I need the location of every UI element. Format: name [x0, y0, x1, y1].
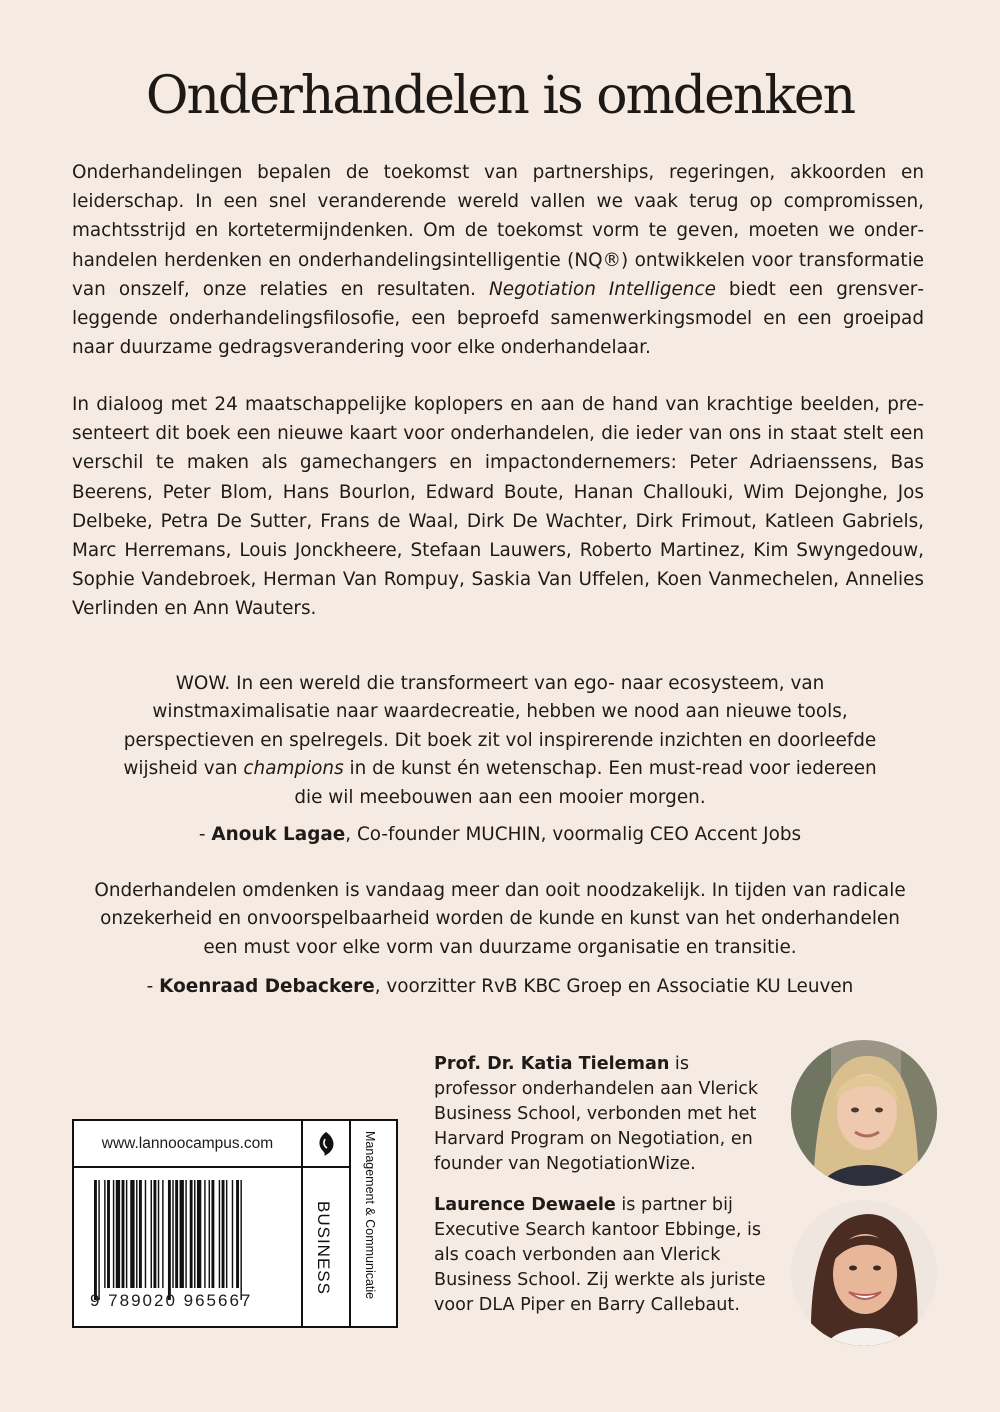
endorsement-quote-1: [80, 670, 920, 812]
attr-name: Anouk Lagae: [211, 824, 346, 845]
attr-role: , voorzitter RvB KBC Groep en Associatie KU Leuven: [374, 976, 854, 997]
barcode-bar: [197, 1180, 201, 1288]
author-bio-text: is partner bij Executive Search kantoor Ebbinge, is als coach verbonden aan Vlerick Business School. Zij werkte als juriste voor DLA Piper en Barry Callebaut.: [434, 1195, 766, 1315]
barcode-bar: [98, 1180, 99, 1300]
barcode-bar: [219, 1180, 220, 1288]
author-photo-dewaele: [791, 1200, 937, 1346]
intro-paragraph: [72, 158, 924, 362]
author-photo-tieleman: [791, 1040, 937, 1186]
intro-text-start: Onderhandelingen bepalen de toekomst van partnerships, regeringen, akkoorden en leiderschap. In een snel veranderende wereld vallen we vaak terug op compromissen, machtsstrijd en kortetermijndenken. Om de toekomst vorm te geven, moeten we onderhandelen herdenken en onderhandelingsintelligentie (NQ®) ontwikkelen voor transformatie van onszelf, onze relaties en resultaten.: [72, 162, 924, 300]
publisher-url[interactable]: www.lannoocampus.com: [74, 1121, 303, 1168]
barcode-bar: [172, 1180, 173, 1288]
barcode-bar: [136, 1180, 137, 1288]
attr-dash: -: [146, 976, 160, 997]
barcode-bar: [116, 1180, 120, 1288]
dialogue-paragraph: In dialoog met 24 maatschappelijke koplopers en aan de hand van krachtige beelden, presenteert dit boek een nieuwe kaart voor onderhandelen, die ieder van ons in staat stelt een verschil te maken als gamechangers en impactondernemers: Peter Adriaenssens, Bas Beerens, Peter Blom, Hans Bourlon, Edward Boute, Hanan Challouki, Wim Dejonghe, Jos Delbeke, Petra De Sutter, Frans de Waal, Dirk De Wachter, Dirk Frimout, Katleen Gabriels, Marc Herremans, Louis Jonckheere, Stefaan Lauwers, Roberto Martinez, Kim Swyngedouw, Sophie Vandebroek, Herman Van Rompuy, Saskia Van Uffelen, Koen Vanmechelen, Annelies Verlinden en Ann Wauters.: [72, 394, 924, 620]
quote-line: winstmaximalisatie naar waardecreatie, hebben we nood aan nieuwe tools,: [152, 701, 848, 723]
intro-text-end: biedt een grensverleggende onderhandelingsfilosofie, een beproefd samenwerkingsmodel en een groeipad naar duurzame gedragsverandering voor elke onderhandelaar.: [72, 278, 924, 359]
barcode-bar: [94, 1180, 97, 1300]
lannoo-logo-icon: [303, 1121, 349, 1168]
barcode-bar: [236, 1180, 239, 1288]
barcode-bar: [151, 1180, 152, 1288]
book-title: Onderhandelen is omdenken: [145, 66, 855, 126]
quote-line: die wil meebouwen aan een mooier morgen.: [294, 786, 706, 808]
barcode-bar: [185, 1180, 186, 1288]
barcode-bar: [209, 1180, 210, 1288]
barcode-bar: [222, 1180, 225, 1288]
barcode-bar: [130, 1180, 134, 1288]
endorsement-attribution-1: [80, 821, 920, 849]
barcode-bar: [107, 1180, 110, 1288]
barcode-bar: [113, 1180, 114, 1288]
barcode-bar: [232, 1180, 233, 1288]
quote-line: WOW. In een wereld die transformeert van ego- naar ecosysteem, van: [175, 673, 825, 694]
barcode-bar: [162, 1180, 163, 1288]
endorsement-attribution-2: [80, 973, 920, 1001]
author-bio-dewaele: [434, 1193, 774, 1318]
barcode-bar: [190, 1180, 193, 1288]
barcode-bar: [104, 1180, 105, 1288]
barcode-bar: [145, 1180, 146, 1288]
quote-line: Onderhandelen omdenken is vandaag meer dan ooit noodzakelijk. In tijden van radicale: [94, 880, 906, 901]
barcode-bar: [122, 1180, 125, 1288]
barcode-bar: [240, 1180, 241, 1300]
barcode-bar: [204, 1180, 205, 1288]
quote-text: in de kunst én wetenschap. Een must-read voor iedereen: [343, 758, 877, 780]
quote-italic: champions: [243, 758, 344, 780]
author-bio-tieleman: [434, 1052, 774, 1177]
quote-line: onzekerheid en onvoorspelbaarheid worden de kunde en kunst van het onderhandelen: [100, 908, 900, 930]
attr-name: Koenraad Debackere: [159, 976, 375, 997]
category-column: [303, 1121, 351, 1326]
barcode-bar: [158, 1180, 159, 1288]
quote-line: een must voor elke vorm van duurzame organisatie en transitie.: [203, 936, 797, 958]
barcode-bar: [139, 1180, 142, 1288]
barcode-bar: [126, 1180, 127, 1288]
barcode-block: [72, 1119, 398, 1328]
barcode-bar: [194, 1180, 195, 1288]
author-name: Laurence Dewaele: [434, 1195, 616, 1215]
quote-line: perspectieven en spelregels. Dit boek zit vol inspirerende inzichten en doorleefde: [123, 729, 877, 751]
barcode-bar: [180, 1180, 184, 1288]
quote-text: wijsheid van: [123, 758, 244, 780]
barcode-bar: [153, 1180, 156, 1288]
author-bio-text: is professor onderhandelen aan Vlerick Business School, verbonden met het Harvard Program on Negotiation, en founder van NegotiationWize.: [434, 1054, 759, 1174]
quote-line: [80, 755, 920, 783]
author-name: Prof. Dr. Katia Tieleman: [434, 1054, 670, 1074]
isbn-barcode: [74, 1168, 303, 1328]
category-label: BUSINESS: [314, 1201, 333, 1295]
endorsement-quote-2: [80, 877, 920, 962]
barcode-bar: [211, 1180, 214, 1288]
attr-dash: -: [198, 824, 212, 845]
barcode-bar: [175, 1180, 178, 1288]
intro-italic-title: Negotiation Intelligence: [489, 278, 716, 300]
barcode-bar: [168, 1180, 171, 1300]
barcode-bar: [226, 1180, 227, 1288]
attr-role: , Co-founder MUCHIN, voormalig CEO Accent Jobs: [345, 824, 802, 845]
subcategory-label: Management & Communicatie: [363, 1131, 377, 1300]
isbn-number: 9 789020 965667: [90, 1291, 253, 1310]
